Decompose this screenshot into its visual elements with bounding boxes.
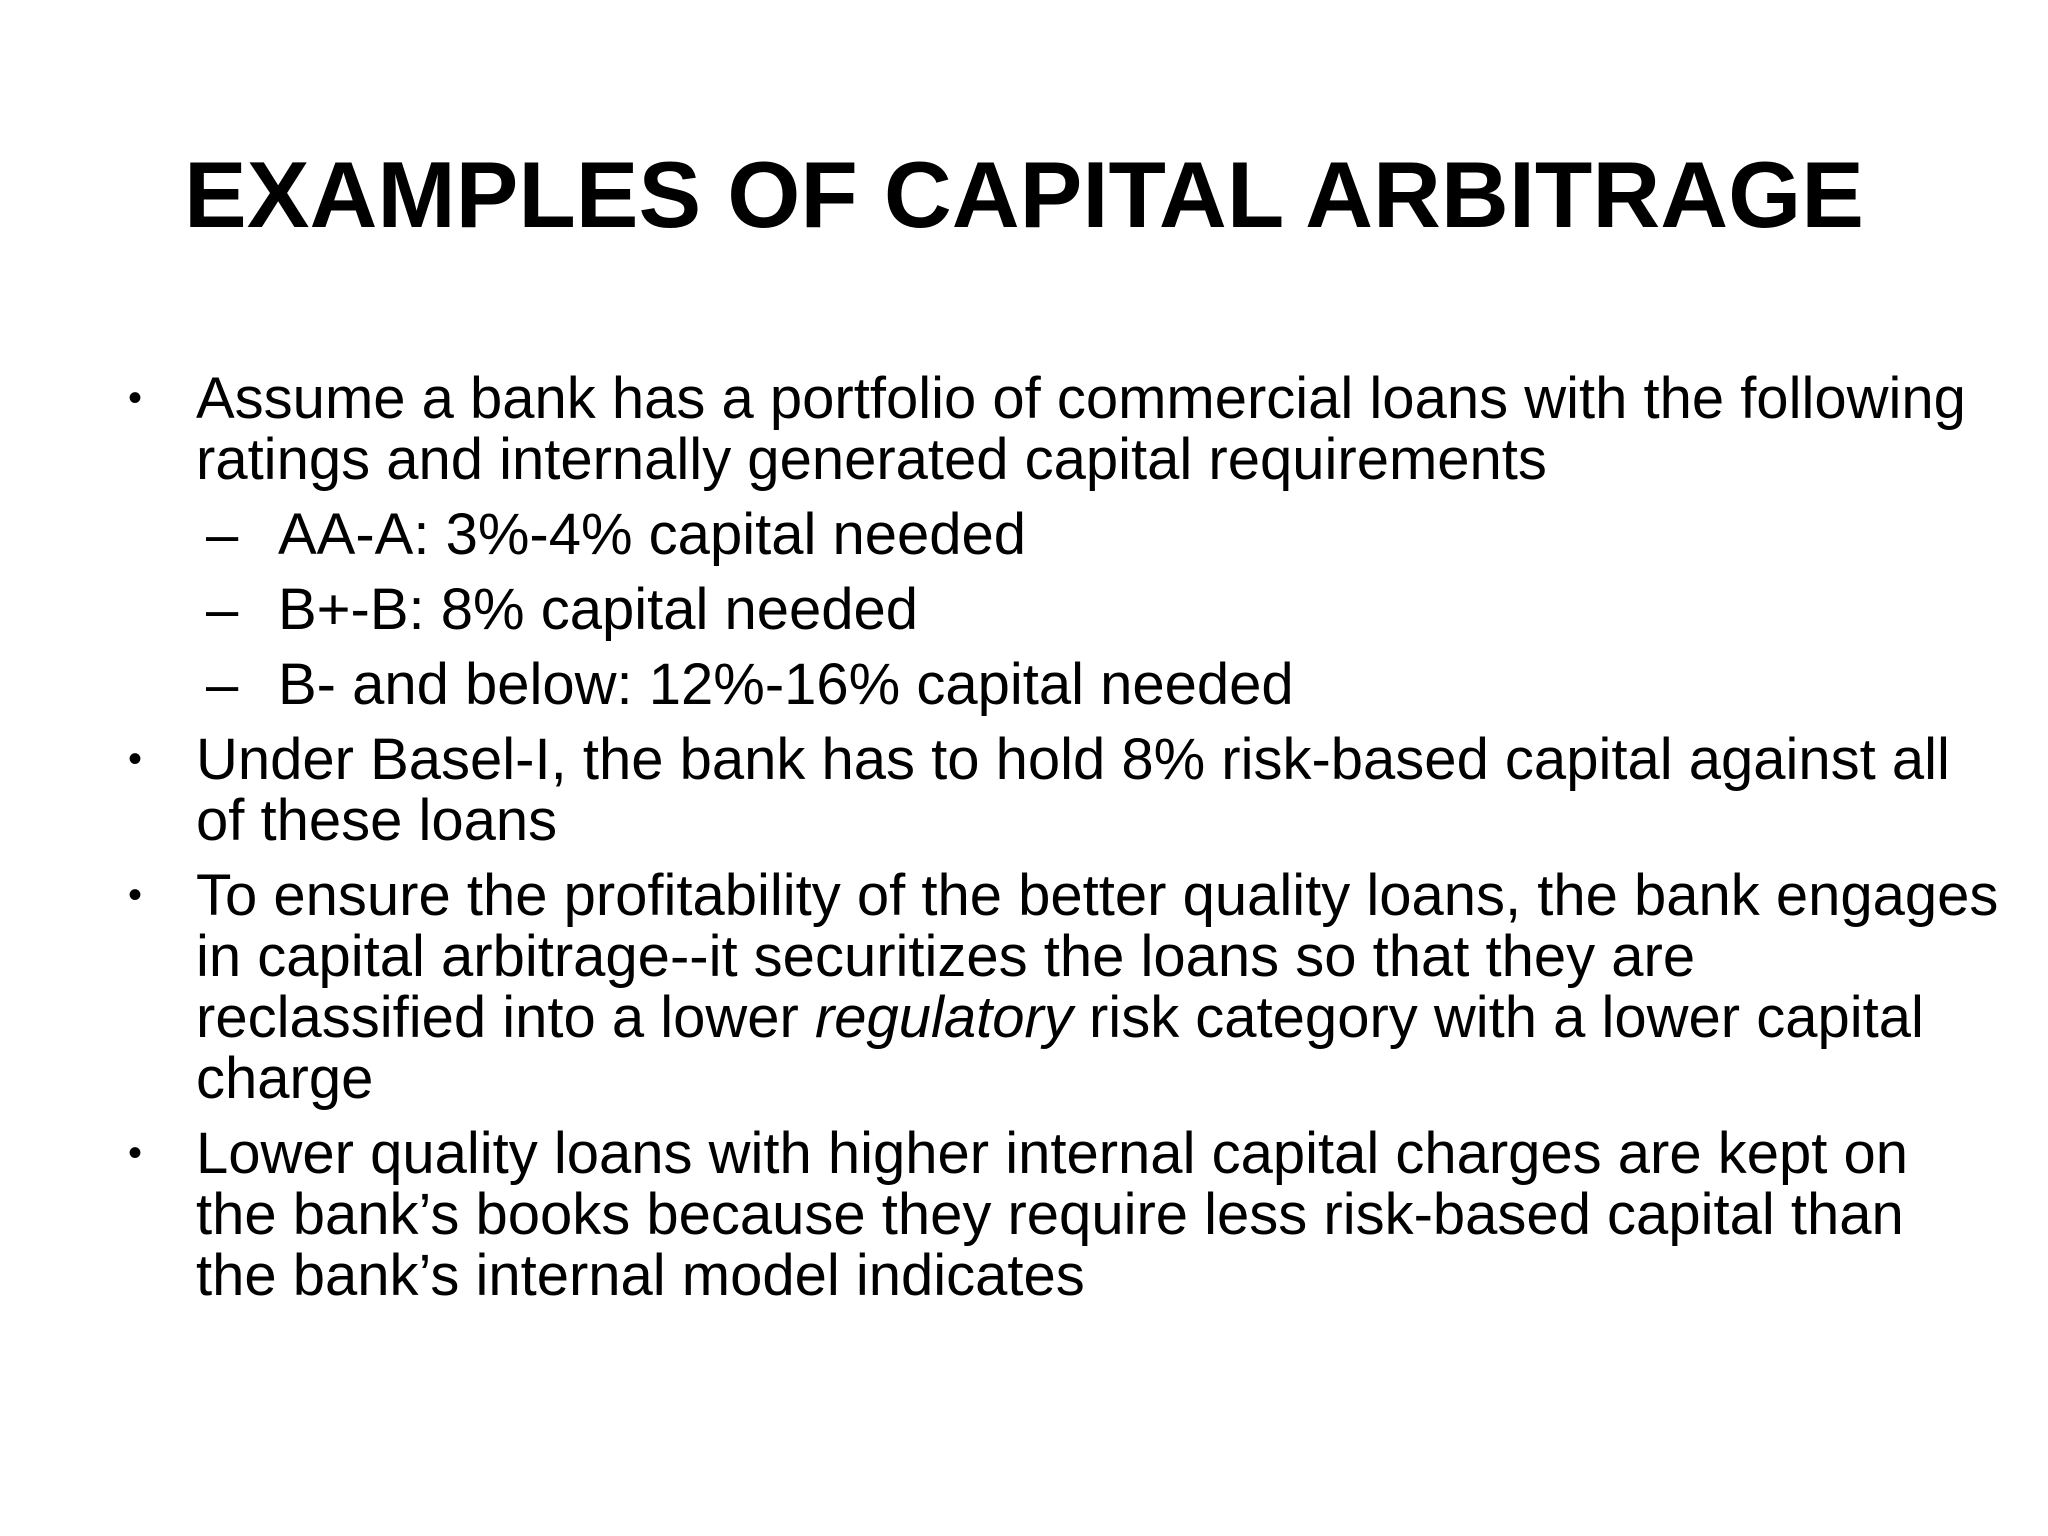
sub-bullet-item	[120, 654, 2000, 715]
bullet-text: Under Basel-I, the bank has to hold 8% risk-based capital against all of these loans	[196, 727, 1950, 853]
bullet-marker: •	[128, 1131, 143, 1175]
bullet-text: Assume a bank has a portfolio of commercial loans with the following ratings and internally generated capital requirements	[196, 366, 1966, 492]
slide-title: EXAMPLES OF CAPITAL ARBITRAGE	[184, 142, 1864, 247]
bullet-text-part: risk category with a lower capital charge	[196, 985, 1924, 1111]
bullet-marker: •	[128, 873, 143, 917]
bullet-item	[120, 865, 2000, 1109]
sub-bullet-marker: –	[206, 652, 239, 717]
bullet-list	[120, 368, 2000, 1320]
bullet-text: Lower quality loans with higher internal capital charges are kept on the bank’s books because they require less risk-based capital than the bank’s internal model indicates	[196, 1121, 1908, 1308]
sub-bullet-text: B- and below: 12%-16% capital needed	[278, 652, 1294, 717]
sub-bullet-list	[196, 504, 2000, 715]
sub-bullet-item	[120, 504, 2000, 565]
emphasized-word: regulatory	[814, 985, 1073, 1050]
sub-bullet-marker: –	[206, 577, 239, 642]
bullet-text	[196, 863, 1998, 1111]
bullet-item	[120, 729, 2000, 851]
bullet-item	[120, 1123, 2000, 1306]
sub-bullet-item	[120, 579, 2000, 640]
bullet-item	[120, 368, 2000, 715]
sub-bullet-marker: –	[206, 502, 239, 567]
bullet-marker: •	[128, 737, 143, 781]
bullet-text-part: To ensure the profitability of the better quality loans, the bank engages in capital arbitrage--it securitizes the loans so that they are reclassified into a lower	[196, 863, 1999, 1050]
sub-bullet-text: B+-B: 8% capital needed	[278, 577, 919, 642]
bullet-marker: •	[128, 376, 143, 420]
sub-bullet-text: AA-A: 3%-4% capital needed	[278, 502, 1026, 567]
